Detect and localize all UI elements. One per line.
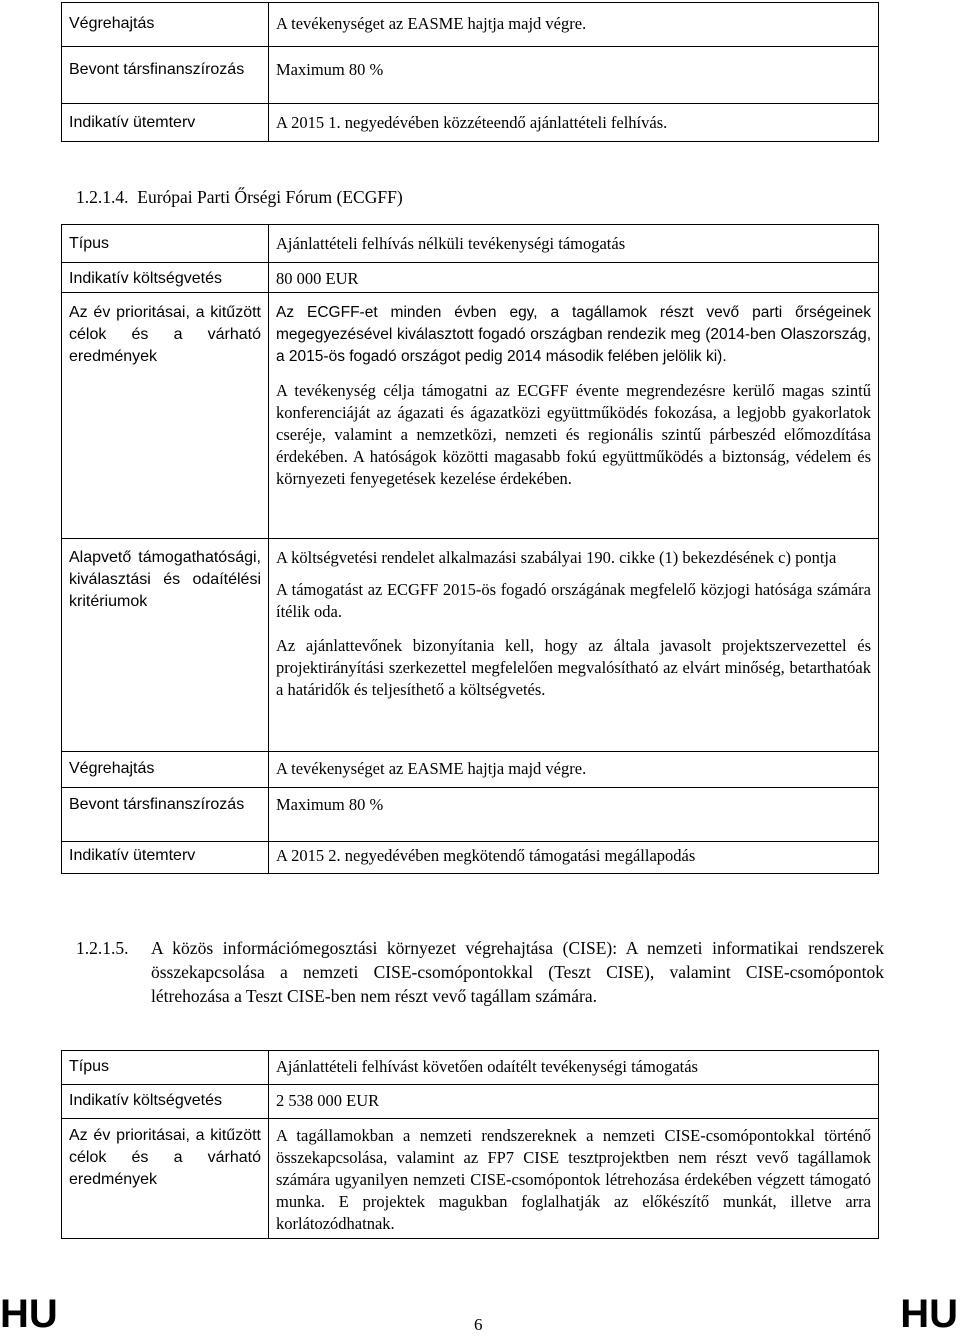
table-indicative-1 (61, 2, 879, 142)
label-koltsegvetes-3: Indikatív költségvetés (62, 1085, 269, 1119)
label-bevont-2: Bevont társfinanszírozás (62, 788, 269, 842)
label-kriteriumok: Alapvető támogathatósági, kiválasztási és odaítélési kritériumok (62, 539, 269, 752)
kriterium-paragraph-3: Az ajánlattevőnek bizonyítania kell, hogy az általa javasolt projektszervezettel és projektirányítási szerkezettel megfelelően megvalósítható az elvárt minőség, betarthatóak a határidők és teljesíthető a költségvetés. (276, 636, 871, 699)
prior-paragraph-1: Az ECGFF-et minden évben egy, a tagállamok részt vevő parti őrségeinek megegyezésével kiválasztott fogadó országban rendezik meg (2014-ben Olaszország, a 2015-ös fogadó országot pedig 2014 második felében jelölik ki). (276, 304, 871, 365)
value-bevont: Maximum 80 % (269, 47, 879, 104)
section-heading-1-2-1-4 (76, 186, 403, 208)
footer-hu-left: HU (0, 1292, 58, 1336)
value-vegrehajtas: A tevékenységet az EASME hajtja majd végre. (269, 3, 879, 47)
label-utemterv: Indikatív ütemterv (62, 104, 269, 142)
table-cise (61, 1050, 879, 1239)
section-number: 1.2.1.4. (76, 187, 129, 207)
label-vegrehajtas: Végrehajtás (62, 3, 269, 47)
value-prioritasok-3: A tagállamokban a nemzeti rendszereknek a nemzeti CISE-csomópontokkal történő összekapcsolása, valamint az FP7 CISE tesztprojektben nem részt vevő tagállamok számára ugyanilyen nemzeti CISE-csomópontok létrehozása érdekében végzett támogató munka. E projektek magukban foglalhatják az előkészítő munkát, illetve arra korlátozódhatnak. (269, 1119, 879, 1239)
section-title: Európai Parti Őrségi Fórum (ECGFF) (137, 187, 403, 207)
value-utemterv-2: A 2015 2. negyedévében megkötendő támogatási megállapodás (269, 842, 879, 874)
section-heading-1-2-1-5 (76, 936, 884, 1008)
label-prioritasok: Az év prioritásai, a kitűzött célok és a várható eredmények (62, 293, 269, 539)
footer-hu-right: HU (900, 1292, 958, 1336)
table-ecgff (61, 224, 879, 874)
label-koltsegvetes: Indikatív költségvetés (62, 263, 269, 293)
kriterium-paragraph-1: A költségvetési rendelet alkalmazási szabályai 190. cikke (1) bekezdésének c) pontja (276, 548, 837, 567)
label-vegrehajtas-2: Végrehajtás (62, 752, 269, 788)
section-number: 1.2.1.5. (76, 938, 129, 958)
value-koltsegvetes-3: 2 538 000 EUR (269, 1085, 879, 1119)
value-bevont-2: Maximum 80 % (269, 788, 879, 842)
section-title: A közös információmegosztási környezet végrehajtása (CISE): A nemzeti informatikai rendszerek összekapcsolása a nemzeti CISE-csomópontokkal (Teszt CISE), valamint CISE-csomópontok létrehozása a Teszt CISE-ben nem részt vevő tagállam számára. (151, 938, 884, 1006)
label-tipus: Típus (62, 225, 269, 263)
label-bevont: Bevont társfinanszírozás (62, 47, 269, 104)
label-tipus-3: Típus (62, 1051, 269, 1085)
value-tipus: Ajánlattételi felhívás nélküli tevékenységi támogatás (269, 225, 879, 263)
kriterium-paragraph-2: A támogatást az ECGFF 2015-ös fogadó országának megfelelő közjogi hatósága számára ítélik oda. (276, 580, 871, 621)
page-number: 6 (474, 1315, 483, 1334)
value-vegrehajtas-2: A tevékenységet az EASME hajtja majd végre. (269, 752, 879, 788)
label-prioritasok-3: Az év prioritásai, a kitűzött célok és a várható eredmények (62, 1119, 269, 1239)
label-utemterv-2: Indikatív ütemterv (62, 842, 269, 874)
value-tipus-3: Ajánlattételi felhívást követően odaítélt tevékenységi támogatás (269, 1051, 879, 1085)
value-utemterv: A 2015 1. negyedévében közzéteendő ajánlattételi felhívás. (269, 104, 879, 142)
prior-paragraph-2: A tevékenység célja támogatni az ECGFF évente megrendezésre kerülő magas szintű konferenciáját az ágazati és ágazatközi együttműködés fokozása, a legjobb gyakorlatok cseréje, valamint a nemzetközi, nemzeti és regionális szintű párbeszéd előmozdítása érdekében. A hatóságok közötti magasabb fokú együttműködés a biztonság, védelem és környezeti fenyegetések kezelése érdekében. (276, 381, 871, 488)
value-koltsegvetes: 80 000 EUR (269, 263, 879, 293)
